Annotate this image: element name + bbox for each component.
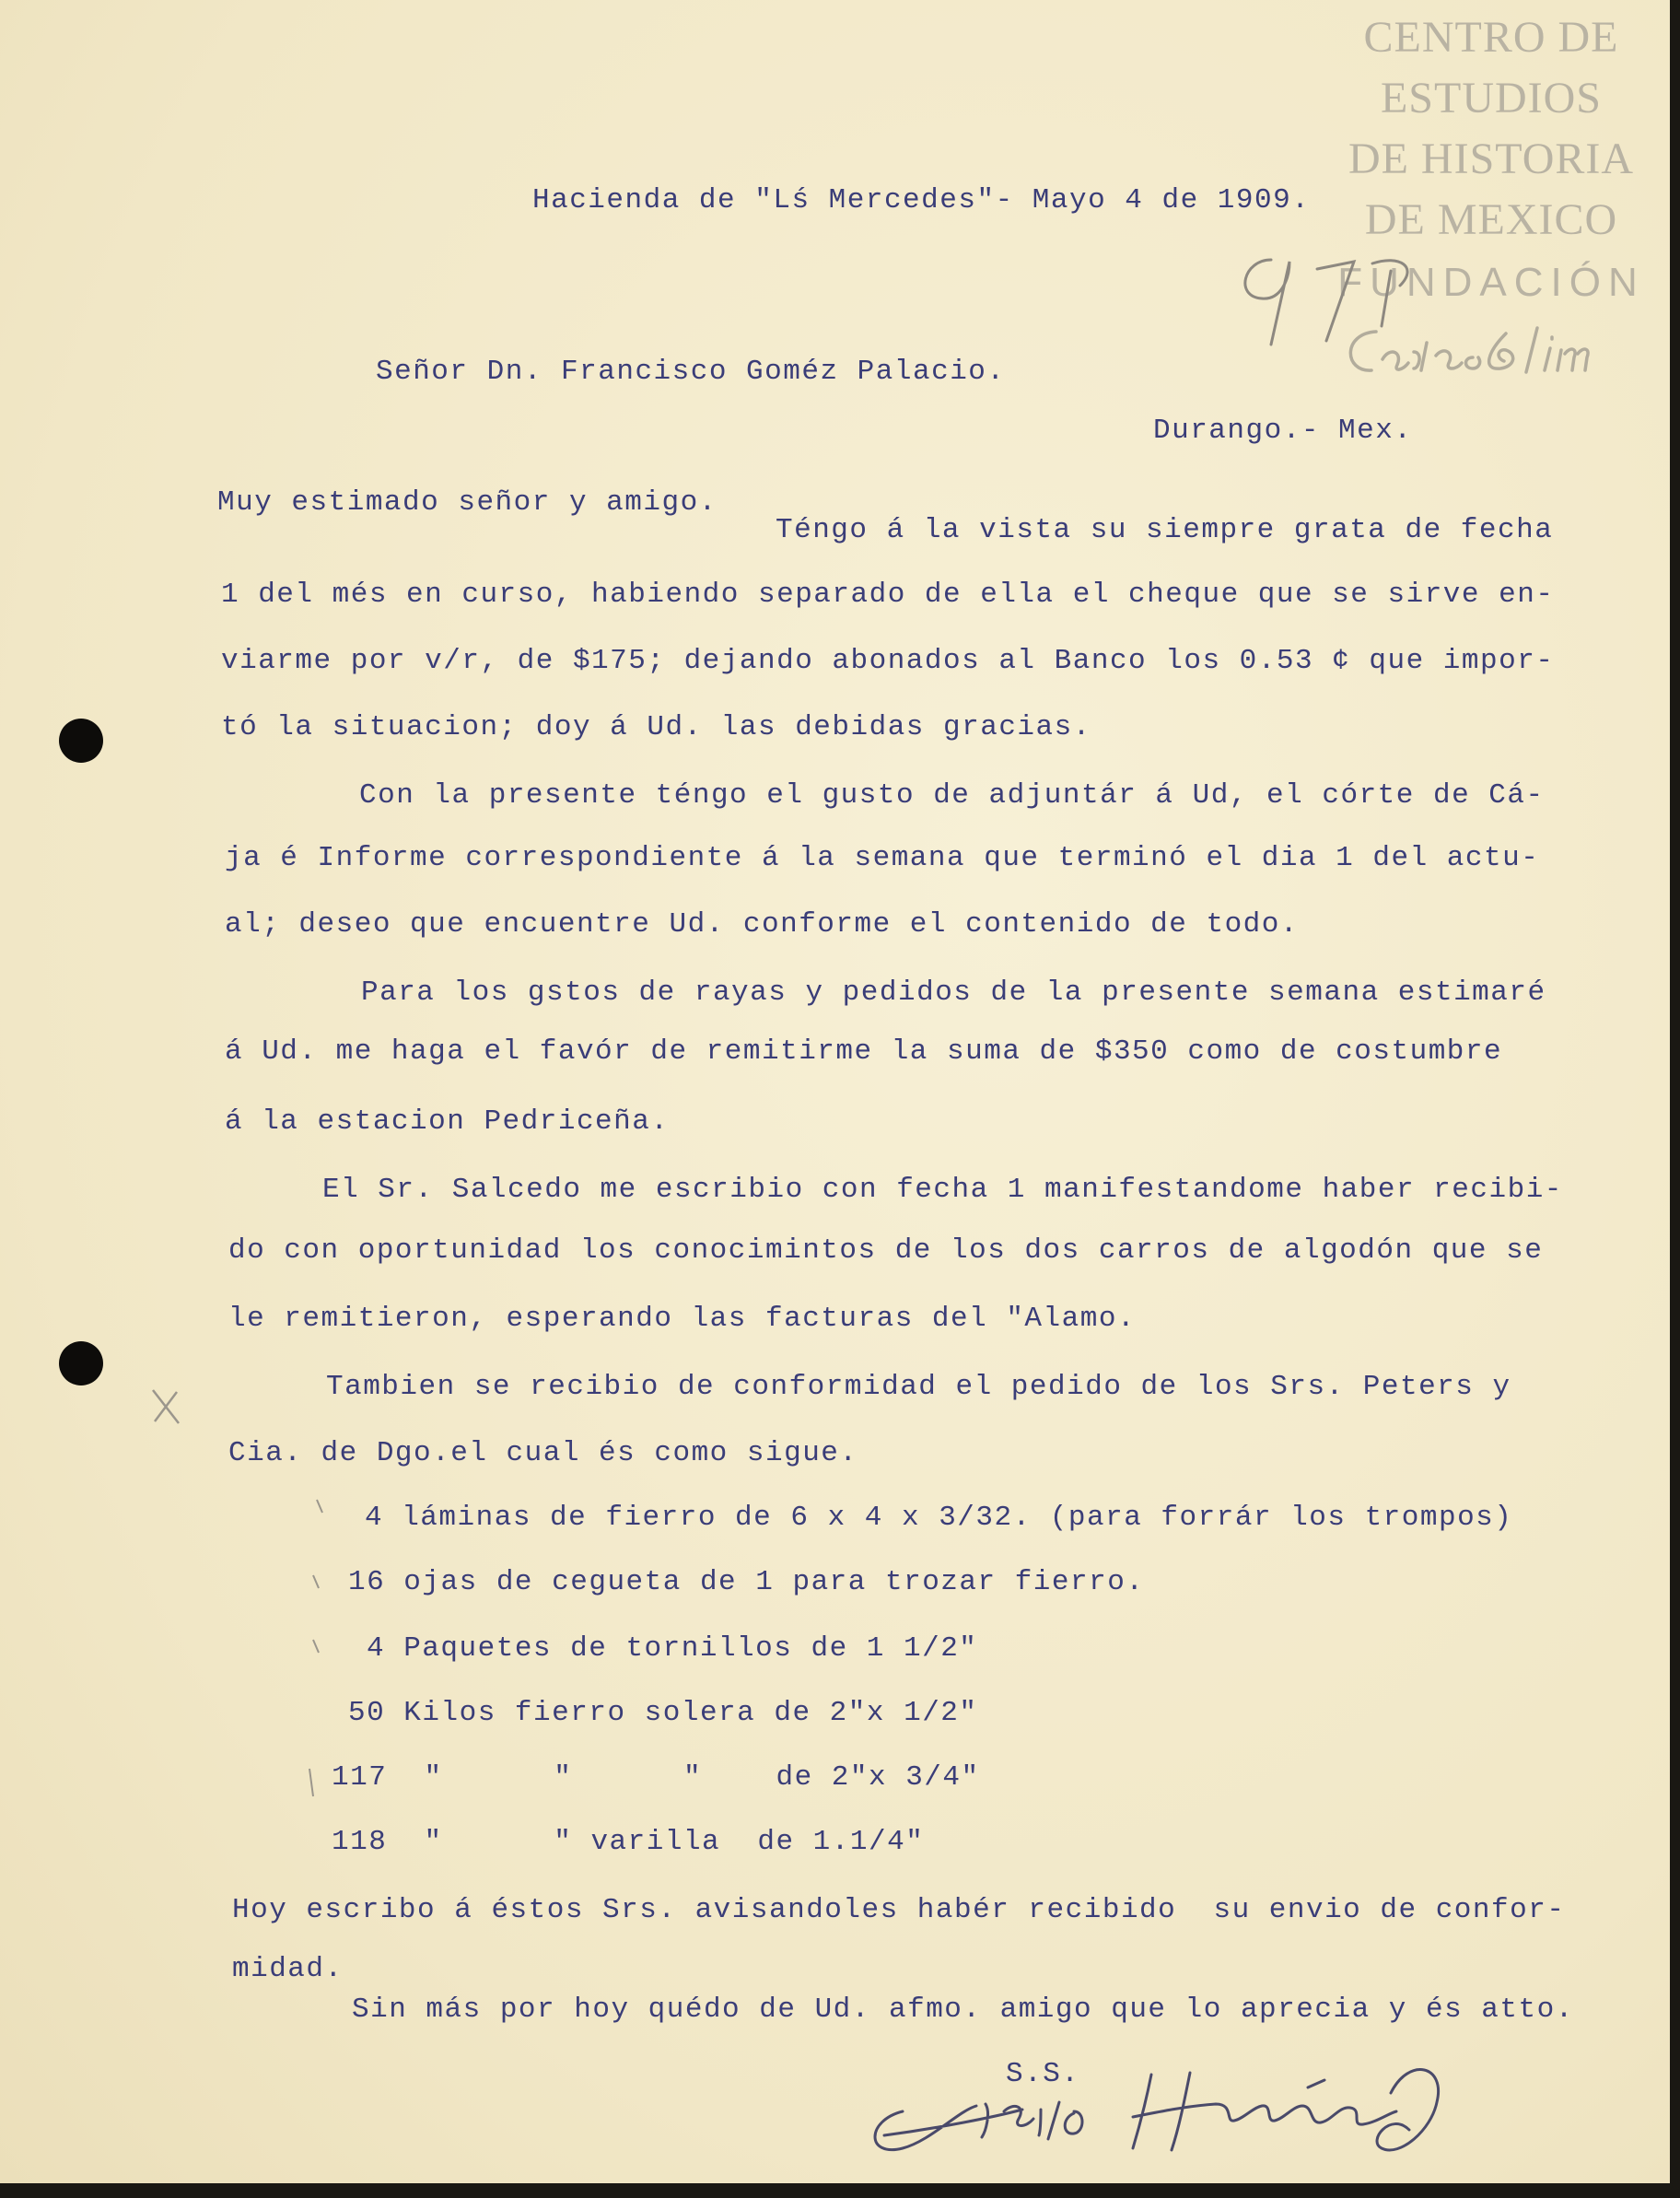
- body-line: le remitieron, esperando las facturas del "Alamo.: [228, 1303, 1137, 1335]
- body-line: viarme por v/r, de $175; dejando abonados al Banco los 0.53 ¢ que impor-: [221, 645, 1555, 677]
- dateline: Hacienda de "Lś Mercedes"- Mayo 4 de 1909.: [532, 184, 1311, 216]
- body-line: Tambien se recibio de conformidad el pedido de los Srs. Peters y: [326, 1371, 1511, 1403]
- item-line: 117 " " " de 2"x 3/4": [332, 1761, 980, 1794]
- ss-abbrev: S.S.: [1006, 2058, 1080, 2090]
- closing-line: Hoy escribo á éstos Srs. avisandoles habér recibido su envio de confor-: [232, 1894, 1566, 1926]
- punch-hole-top: [59, 719, 103, 763]
- body-line: Cia. de Dgo.el cual és como sigue.: [228, 1437, 858, 1469]
- item-line: 4 Paquetes de tornillos de 1 1/2": [367, 1632, 978, 1665]
- punch-hole-bottom: [59, 1341, 103, 1385]
- body-line: Para los gstos de rayas y pedidos de la presente semana estimaré: [361, 976, 1546, 1009]
- body-line: á la estacion Pedriceña.: [225, 1105, 670, 1138]
- body-line: Téngo á la vista su siempre grata de fecha: [776, 514, 1554, 546]
- body-line: Con la presente téngo el gusto de adjuntár á Ud, el córte de Cá-: [359, 779, 1545, 812]
- handwritten-signature: [847, 2056, 1492, 2167]
- watermark-line-3: DE HISTORIA: [1348, 134, 1635, 183]
- item-line: 16 ojas de cegueta de 1 para trozar fierro.: [348, 1566, 1145, 1598]
- body-line: ja é Informe correspondiente á la semana que terminó el dia 1 del actu-: [225, 842, 1540, 874]
- item-line: 50 Kilos fierro solera de 2"x 1/2": [348, 1697, 978, 1729]
- item-line: 118 " " varilla de 1.1/4": [332, 1826, 925, 1858]
- watermark-line-1: CENTRO DE: [1363, 13, 1619, 62]
- body-line: 1 del més en curso, habiendo separado de ella el cheque que se sirve en-: [221, 579, 1555, 611]
- body-line: tó la situacion; doy á Ud. las debidas gracias.: [221, 711, 1091, 743]
- pencil-archive-mark: [1234, 241, 1455, 352]
- recipient-name: Señor Dn. Francisco Goméz Palacio.: [376, 356, 1006, 388]
- pencil-x-mark: [147, 1386, 184, 1427]
- closing-line: midad.: [232, 1953, 344, 1985]
- watermark-line-4: DE MEXICO: [1364, 195, 1618, 244]
- closing-line: Sin más por hoy quédo de Ud. afmo. amigo que lo aprecia y és atto.: [352, 1993, 1574, 2026]
- watermark-line-2: ESTUDIOS: [1380, 74, 1602, 123]
- body-line: do con oportunidad los conocimintos de los dos carros de algodón que se: [228, 1234, 1544, 1267]
- body-line: al; deseo que encuentre Ud. conforme el contenido de todo.: [225, 908, 1299, 941]
- body-line: El Sr. Salcedo me escribio con fecha 1 manifestandome haber recibi-: [322, 1174, 1563, 1206]
- watermark-foundation: FUNDACIÓN: [1337, 260, 1645, 305]
- body-line: á Ud. me haga el favór de remitirme la suma de $350 como de costumbre: [225, 1035, 1503, 1068]
- salutation: Muy estimado señor y amigo.: [217, 486, 718, 519]
- recipient-location: Durango.- Mex.: [1153, 415, 1413, 447]
- item-line: 4 láminas de fierro de 6 x 4 x 3/32. (para forrár los trompos): [365, 1502, 1513, 1534]
- pencil-tick-marks: [300, 1492, 337, 1806]
